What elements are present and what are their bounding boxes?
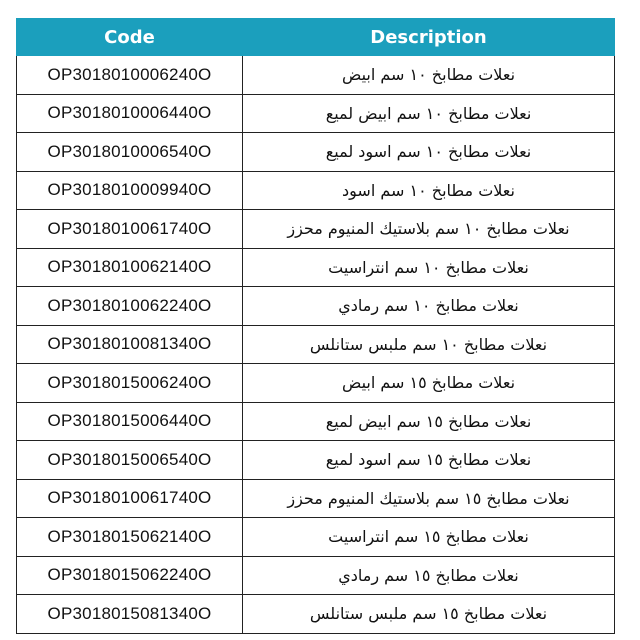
table-row [17, 325, 615, 364]
table-header-row [17, 19, 615, 56]
table-row [17, 94, 615, 133]
description-cell: نعلات مطابخ ١٠ سم رمادي [243, 287, 615, 326]
table-row [17, 287, 615, 326]
code-cell: OP3018010009940O [17, 171, 243, 210]
code-cell: OP3018015081340O [17, 595, 243, 634]
table-row [17, 441, 615, 480]
description-cell: نعلات مطابخ ١٥ سم اسود لميع [243, 441, 615, 480]
table-row [17, 402, 615, 441]
description-cell: نعلات مطابخ ١٥ سم ابيض [243, 364, 615, 403]
description-cell: نعلات مطابخ ١٥ سم ابيض لميع [243, 402, 615, 441]
description-cell: نعلات مطابخ ١٠ سم اسود لميع [243, 133, 615, 172]
description-cell: نعلات مطابخ ١٠ سم ابيض [243, 56, 615, 95]
code-cell: OP3018010006240O [17, 56, 243, 95]
code-cell: OP3018010061740O [17, 479, 243, 518]
description-cell: نعلات مطابخ ١٥ سم انتراسيت [243, 518, 615, 557]
code-cell: OP3018010062140O [17, 248, 243, 287]
description-cell: نعلات مطابخ ١٥ سم رمادي [243, 556, 615, 595]
table-row [17, 210, 615, 249]
product-code-table-container [16, 18, 614, 634]
code-cell: OP3018010006540O [17, 133, 243, 172]
code-cell: OP3018015006240O [17, 364, 243, 403]
table-row [17, 556, 615, 595]
code-cell: OP3018015062240O [17, 556, 243, 595]
table-row [17, 518, 615, 557]
code-cell: OP3018015006540O [17, 441, 243, 480]
table-row [17, 479, 615, 518]
code-cell: OP3018010061740O [17, 210, 243, 249]
table-row [17, 248, 615, 287]
code-cell: OP3018010062240O [17, 287, 243, 326]
code-cell: OP3018015062140O [17, 518, 243, 557]
description-cell: نعلات مطابخ ١٠ سم اسود [243, 171, 615, 210]
table-row [17, 56, 615, 95]
description-cell: نعلات مطابخ ١٥ سم بلاستيك المنيوم محزز [243, 479, 615, 518]
code-column-header: Code [17, 19, 243, 56]
table-row [17, 171, 615, 210]
description-cell: نعلات مطابخ ١٠ سم ملبس ستانلس [243, 325, 615, 364]
code-cell: OP3018010006440O [17, 94, 243, 133]
description-cell: نعلات مطابخ ١٠ سم انتراسيت [243, 248, 615, 287]
code-cell: OP3018015006440O [17, 402, 243, 441]
description-cell: نعلات مطابخ ١٠ سم بلاستيك المنيوم محزز [243, 210, 615, 249]
description-cell: نعلات مطابخ ١٥ سم ملبس ستانلس [243, 595, 615, 634]
table-row [17, 133, 615, 172]
description-column-header: Description [243, 19, 615, 56]
table-row [17, 595, 615, 634]
description-cell: نعلات مطابخ ١٠ سم ابيض لميع [243, 94, 615, 133]
code-cell: OP3018010081340O [17, 325, 243, 364]
table-row [17, 364, 615, 403]
product-code-table [16, 18, 615, 634]
